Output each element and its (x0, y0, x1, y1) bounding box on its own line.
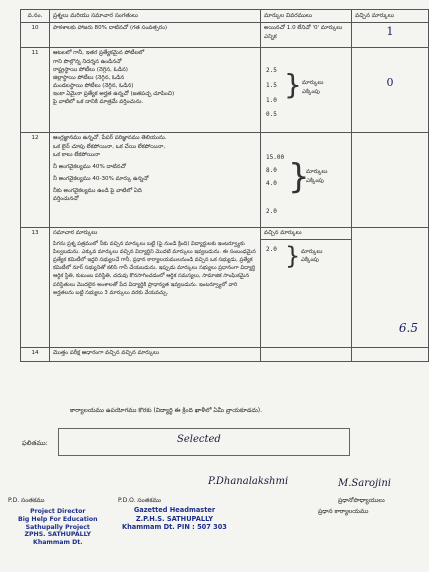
project-director-stamp (18, 508, 98, 547)
stamp-line: Project Director (30, 508, 86, 515)
row-line: ఒక లైన్ చూపు లేకపోయినా, ఒక చేయి లేకపోయినా, (53, 143, 166, 150)
row-description: పాఠశాలకు హాజరు 80% దాటినచో (గత సంవత్సరం) (50, 23, 261, 48)
row-marks-detail (261, 48, 352, 133)
pdo-signature-title: P.D.O. సంతకము (118, 497, 161, 504)
brace-icon: } (285, 241, 301, 270)
row-obtained (352, 133, 429, 228)
marks-value: 15.00 (266, 154, 285, 162)
table-row (21, 228, 429, 348)
stamp-line: ZPHS. SATHUPALLY (24, 531, 92, 539)
row-obtained (352, 48, 429, 133)
row-number: 12 (21, 133, 50, 228)
row-description (50, 133, 261, 228)
row-marks-detail: అయినచో 1.0 లేనిచో '0' మార్కులు ఎన్నిక (261, 23, 352, 48)
stamp-line: Sathupally Project (25, 523, 90, 531)
row-title: సమాచార మార్కులు (53, 230, 98, 237)
brace-label: మార్కులు ఎక్కింపు (301, 248, 323, 263)
stamp-line: Big Help For Education (18, 515, 98, 523)
marks-values (266, 67, 277, 120)
row-line: ఒక కాలు లేకపోయినా (53, 151, 100, 158)
obtained-value: 0 (386, 76, 394, 90)
row-description: మొత్తం పరీక్ష ఆధారంగా వచ్చిన వచ్చిన మార్కులు (50, 348, 261, 362)
row-line: పై వాటిలో ఒక దానికి మాత్రమే వర్తించును. (53, 99, 144, 106)
result-box (58, 428, 350, 456)
row-obtained (352, 228, 429, 348)
marks-value: 2.5 (266, 67, 277, 75)
headmaster-stamp (122, 506, 227, 532)
row-line: వర్తించునచో (53, 196, 79, 203)
row-paragraph: పిగను ప్రశ్న పత్రములో నీకు వచ్చిన మార్కులు బట్టి (పై నుండి క్రింది) విద్యార్థులకు ఇంటర్వ్యూకు పిల్వబడును. ఎక్కువ మార్కులు వచ్చిన విద్యార్థిని మొదటి మార్కులు ఇవ్వబడును. ఈ సంబంధమైన ప్రత్యేక కమిటీలో ఇద్దరి సభ్యులచే గానీ, ప్రధాన కార్యాలయములనుండి వచ్చిన ఒక సభ్యుడు, ప్రత్యేక కమిటీలో నూర్ సభ్యునితో కలిసి గానీ చేయబడును. ఇప్పుడు మార్కులు సభ్యులు ప్రధానంగా విద్యార్థి ఆర్థిక స్థితి, కుటుంబ పరిస్థితి, చదువు కొనసాగించడంలో ఆర్థిక సమస్యలు, సామాజిక సాంఘికమైన పరిస్థితులు మొదలైన అంశాలతో పేద విద్యార్థికి ప్రాధాన్యత ఇవ్వబడును. ఇంటర్వ్యూలో వారి అర్హతలను బట్టి సభ్యులు 3 మార్కులు వరకు వేయవచ్చు. (53, 240, 256, 296)
row-line: నీ అంగవైకల్యము 40% దాటినచో (53, 163, 126, 170)
marks-value: 0.5 (266, 111, 277, 119)
obtained-value: 1 (386, 25, 394, 39)
marks-value: 1.0 (266, 96, 277, 104)
marks-value: 2.0 (266, 208, 277, 216)
stamp-line: Khammam Dt. PIN : 507 303 (122, 523, 227, 532)
row-description (50, 228, 261, 348)
brace-label: మార్కులు ఎక్కింపు (306, 169, 328, 184)
row-line: గాని పొల్గొన్న నిదర్శన ఉండినచో (53, 58, 122, 65)
brace-icon: } (288, 157, 310, 198)
headmaster-title: ప్రధానోపాధ్యాయులు (338, 497, 385, 504)
row-number: 11 (21, 48, 50, 133)
obtained-value: 6.5 (398, 321, 418, 335)
marks-value: 8.0 (266, 167, 277, 175)
row-line: నీ అంగవైకల్యము 40-30% మార్కు ఉన్నచో (53, 175, 149, 182)
row-line: నీకు అంగవైకల్యము ఉండి పై వాటిలో ఏది (53, 187, 142, 194)
row-description (50, 48, 261, 133)
col-header-no: వ.నం. (21, 10, 50, 23)
stamp-line: Khammam Dt. (33, 539, 83, 546)
table-row (21, 133, 429, 228)
row-number: 13 (21, 228, 50, 348)
row-number: 14 (21, 348, 50, 362)
row-line: ఆంగ్లజ్ఞానము ఉన్నచో. పేపర్ పరిజ్ఞానము తెలియును. (53, 135, 167, 142)
table-row (21, 23, 429, 48)
stamp-line: Gazetted Headmaster (133, 506, 216, 514)
marks-value: 4.0 (266, 179, 277, 187)
table-header-row (21, 10, 429, 23)
signature-sarojini: M.Sarojini (338, 478, 391, 489)
marks-values (266, 154, 284, 217)
col-header-obtained: వచ్చిన మార్కులు (352, 10, 429, 23)
row-obtained (352, 23, 429, 48)
brace-icon: } (284, 68, 302, 102)
col-header-marks: మార్కుల వివరములు (261, 10, 352, 23)
row-line: జిల్లాస్థాయి పోటీలు (నెగ్గిన, ఓడిన (53, 74, 125, 81)
row-marks-detail (261, 228, 352, 348)
result-label: ఫలితము: (22, 439, 48, 447)
result-value: Selected (177, 434, 221, 445)
row-line: ఇంకా ఏమైనా ప్రత్యేక అర్హత ఉన్నచో (జతపచ్చ చూపించి) (53, 90, 175, 97)
pd-signature-title: P.D. సంతకము (8, 497, 45, 504)
signature-dhanalakshmi: P.Dhanalakshmi (208, 476, 289, 487)
marks-table (20, 9, 429, 362)
office-use-note: కార్యాలయము ఉపయోగము కొరకు (విద్యార్థి ఈ క్రింది ఖాళీలో ఏమీ వ్రాయకూడదు). (70, 407, 263, 414)
table-row (21, 48, 429, 133)
stamp-line: Z.P.H.S. SATHUPALLY (135, 514, 214, 523)
marks-value: 2.0 (266, 245, 277, 253)
col-header-description: ప్రశ్నలు మరియు సమాచార సంగతులు (50, 10, 261, 23)
marks-value: 1.5 (266, 82, 277, 90)
row-marks-detail (261, 133, 352, 228)
row-number: 10 (21, 23, 50, 48)
row-line: ఆటలలో గానీ, ఇతర ప్రత్యేకమైన పోటీలలో (53, 50, 145, 57)
marks-values (266, 246, 277, 255)
row-line: మండలస్థాయి పోటీలు (నెగ్గిన, ఓడిన) (53, 82, 134, 89)
row-obtained (352, 348, 429, 362)
head-office-title: ప్రధాన కార్యాలయము (318, 508, 369, 515)
row-line: రాష్ట్రస్థాయి పోటీలు (నెగ్గిన, ఓడిన) (53, 66, 128, 73)
row-marks-detail (261, 348, 352, 362)
brace-label: మార్కులు ఎక్కింపు (302, 80, 324, 95)
table-row (21, 348, 429, 362)
marks-subheader: వచ్చిన మార్కులు (261, 228, 351, 239)
